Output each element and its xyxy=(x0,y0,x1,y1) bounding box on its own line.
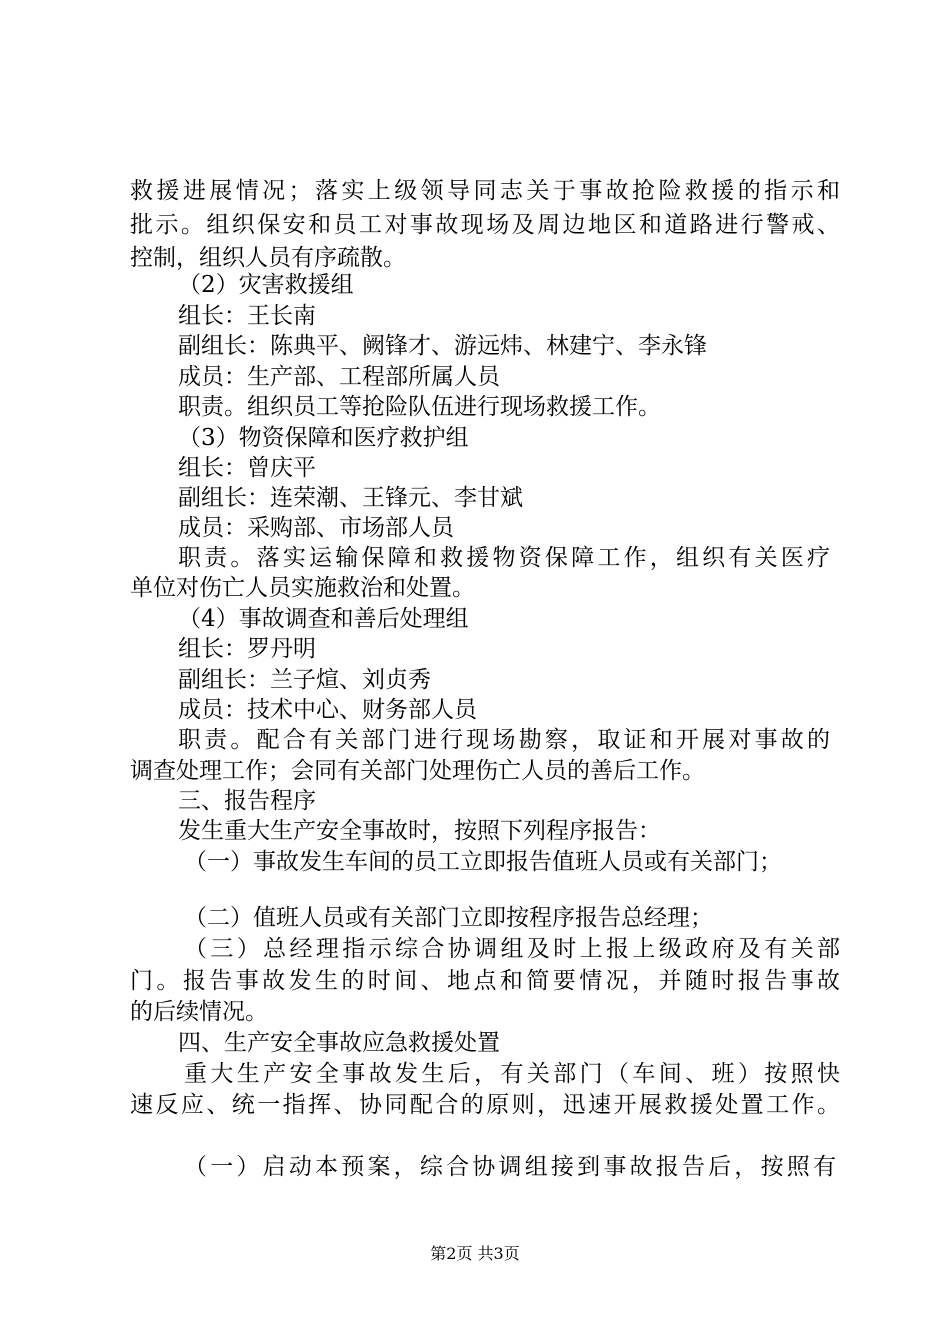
text-line: 门。报告事故发生的时间、地点和简要情况，并随时报告事故 xyxy=(130,968,840,994)
text-line: 组长：罗丹明 xyxy=(178,636,316,662)
text-line: 单位对伤亡人员实施救治和处置。 xyxy=(130,575,475,601)
section-heading: （2）灾害救援组 xyxy=(178,272,354,298)
page-footer: 第2页 共3页 xyxy=(430,1244,520,1263)
text-line: 速反应、统一指挥、协同配合的原则，迅速开展救援处置工作。 xyxy=(130,1092,840,1118)
text-line: 调查处理工作；会同有关部门处理伤亡人员的善后工作。 xyxy=(130,758,705,784)
text-line: 副组长：陈典平、阙锋才、游远炜、林建宁、李永锋 xyxy=(178,333,707,359)
text-line: 发生重大生产安全事故时，按照下列程序报告： xyxy=(178,818,661,844)
text-line: 重大生产安全事故发生后，有关部门（车间、班）按照快 xyxy=(184,1061,840,1087)
section-heading: （3）物资保障和医疗救护组 xyxy=(178,425,469,451)
text-line: 批示。组织保安和员工对事故现场及周边地区和道路进行警戒、 xyxy=(130,212,840,238)
section-heading: 四、生产安全事故应急救援处置 xyxy=(178,1030,500,1056)
text-line: 成员：生产部、工程部所属人员 xyxy=(178,364,500,390)
text-line: 组长：曾庆平 xyxy=(178,455,316,481)
section-heading: （4）事故调查和善后处理组 xyxy=(178,606,469,632)
text-line: 成员：技术中心、财务部人员 xyxy=(178,697,477,723)
text-line: 救援进展情况；落实上级领导同志关于事故抢险救援的指示和 xyxy=(130,178,840,204)
text-line: 的后续情况。 xyxy=(130,999,268,1025)
text-line: 职责。落实运输保障和救援物资保障工作，组织有关医疗 xyxy=(178,545,830,571)
text-line: 副组长：兰子煊、刘贞秀 xyxy=(178,667,431,693)
text-line: 控制，组织人员有序疏散。 xyxy=(130,245,406,271)
text-line: （二）值班人员或有关部门立即按程序报告总经理； xyxy=(184,905,713,931)
text-line: 副组长：连荣潮、王锋元、李甘斌 xyxy=(178,485,523,511)
text-line: 成员：采购部、市场部人员 xyxy=(178,515,454,541)
text-line: （三）总经理指示综合协调组及时上报上级政府及有关部 xyxy=(184,936,840,962)
text-line: （一）事故发生车间的员工立即报告值班人员或有关部门； xyxy=(184,849,782,875)
text-line: 组长：王长南 xyxy=(178,303,316,329)
text-line: （一）启动本预案，综合协调组接到事故报告后，按照有 xyxy=(184,1154,836,1180)
section-heading: 三、报告程序 xyxy=(178,788,316,814)
text-line: 职责。配合有关部门进行现场勘察，取证和开展对事故的 xyxy=(178,727,830,753)
text-line: 职责。组织员工等抢险队伍进行现场救援工作。 xyxy=(178,394,661,420)
